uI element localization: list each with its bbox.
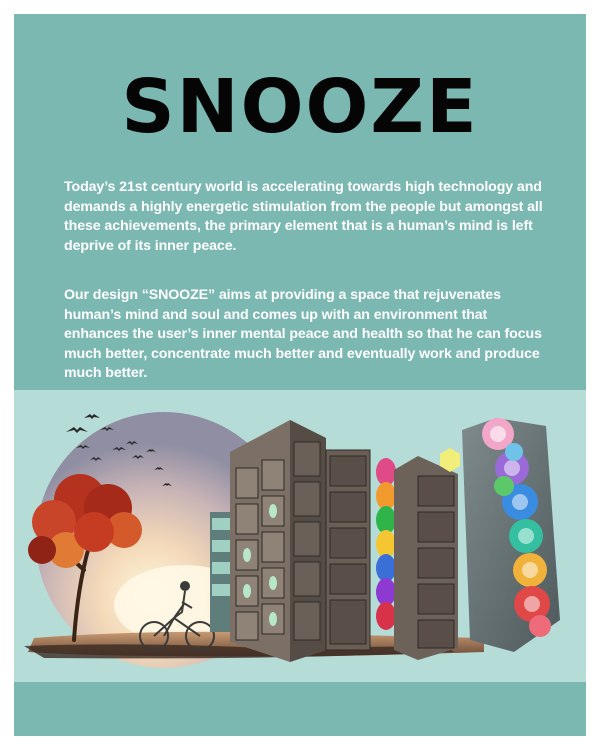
building-illustration <box>14 390 586 682</box>
poster <box>14 14 586 736</box>
poster-title: SNOOZE <box>121 64 479 150</box>
design-paragraph: Our design “SNOOZE” aims at providing a space that rejuvenates human’s mind and soul and comes up with an environment that enhances the user’s inner mental peace and health so that he can focus much better, concentrate much better and eventually work and produce much better. <box>64 287 542 381</box>
intro-paragraph: Today’s 21st century world is accelerating towards high technology and demands a highly energetic stimulation from the people but amongst all these achievements, the primary element that is a human’s mind is left deprive of its inner peace. <box>64 179 543 254</box>
main-building <box>230 420 370 662</box>
footer-band <box>14 682 586 736</box>
colour-discs <box>376 458 396 630</box>
second-building <box>394 448 460 660</box>
